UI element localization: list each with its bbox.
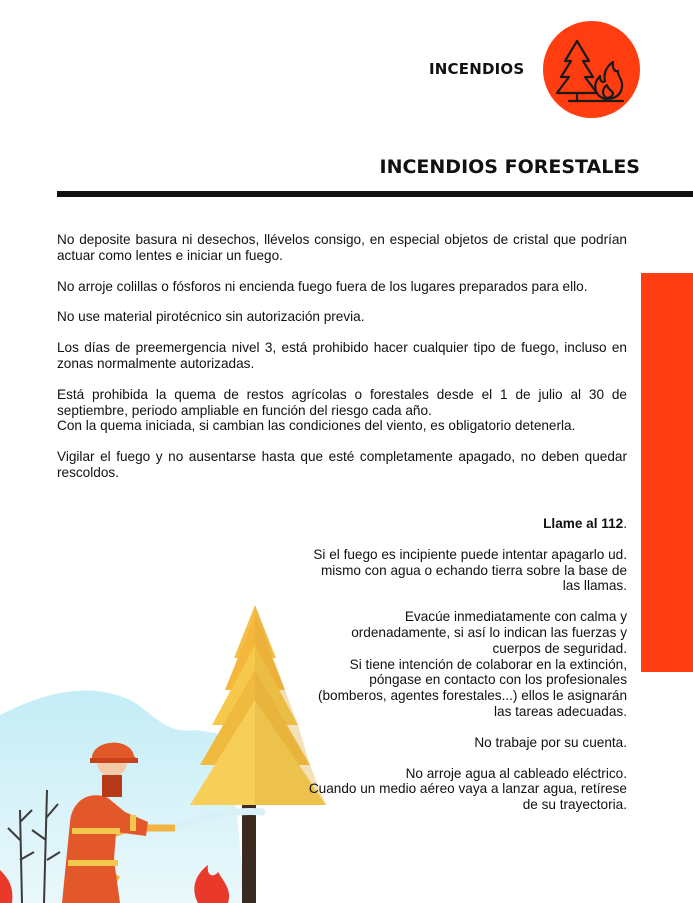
intro-paragraph: Está prohibida la quema de restos agrícolas o forestales desde el 1 de julio al 30 de septiembre, periodo ampliable en función del riesgo cada año. xyxy=(57,386,627,418)
intro-paragraph: Vigilar el fuego y no ausentarse hasta que esté completamente apagado, no deben quedar rescoldos. xyxy=(57,449,627,480)
intro-paragraph: Con la quema iniciada, si cambian las condiciones del viento, es obligatorio detenerla. xyxy=(57,418,576,434)
page-title: INCENDIOS FORESTALES xyxy=(379,156,640,178)
advice-paragraph: No arroje agua al cableado eléctrico. xyxy=(405,765,627,781)
intro-text xyxy=(57,232,627,496)
emergency-call-suffix: . xyxy=(623,516,627,531)
advice-paragraph: No trabaje por su cuenta. xyxy=(474,734,627,750)
intro-paragraph: No deposite basura ni desechos, llévelos consigo, en especial objetos de cristal que podrían actuar como lentes e iniciar un fuego. xyxy=(57,232,627,263)
advice-paragraph: Si el fuego es incipiente puede intentar apagarlo ud. mismo con agua o echando tierra sobre la base de las llamas. xyxy=(313,546,627,594)
title-rule xyxy=(57,191,693,197)
firefighter-illustration xyxy=(0,560,360,903)
intro-paragraph: No arroje colillas o fósforos ni encienda fuego fuera de los lugares preparados para ello. xyxy=(57,278,588,294)
advice-paragraph: Cuando un medio aéreo vaya a lanzar agua, retírese de su trayectoria. xyxy=(308,781,627,813)
intro-paragraph: No use material pirotécnico sin autorización previa. xyxy=(57,309,365,325)
emergency-call-line xyxy=(307,516,627,532)
forest-fire-icon xyxy=(543,21,640,118)
advice-text xyxy=(307,516,627,828)
intro-paragraph: Los días de preemergencia nivel 3, está prohibido hacer cualquier tipo de fuego, incluso en zonas normalmente autorizadas. xyxy=(57,340,627,371)
advice-paragraph: Si tiene intención de colaborar en la extinción, póngase en contacto con los profesionales (bomberos, agentes forestales...) ellos le asignarán las tareas adecuadas. xyxy=(317,656,627,719)
tree-trunk xyxy=(242,800,256,903)
section-label: INCENDIOS xyxy=(429,60,525,78)
advice-paragraph: Evacúe inmediatamente con calma y ordenadamente, si así lo indican las fuerzas y cuerpos de seguridad. xyxy=(351,609,627,656)
side-accent-bar xyxy=(641,273,693,672)
pine-tree xyxy=(190,605,326,805)
emergency-call-number: Llame al 112 xyxy=(543,516,624,531)
